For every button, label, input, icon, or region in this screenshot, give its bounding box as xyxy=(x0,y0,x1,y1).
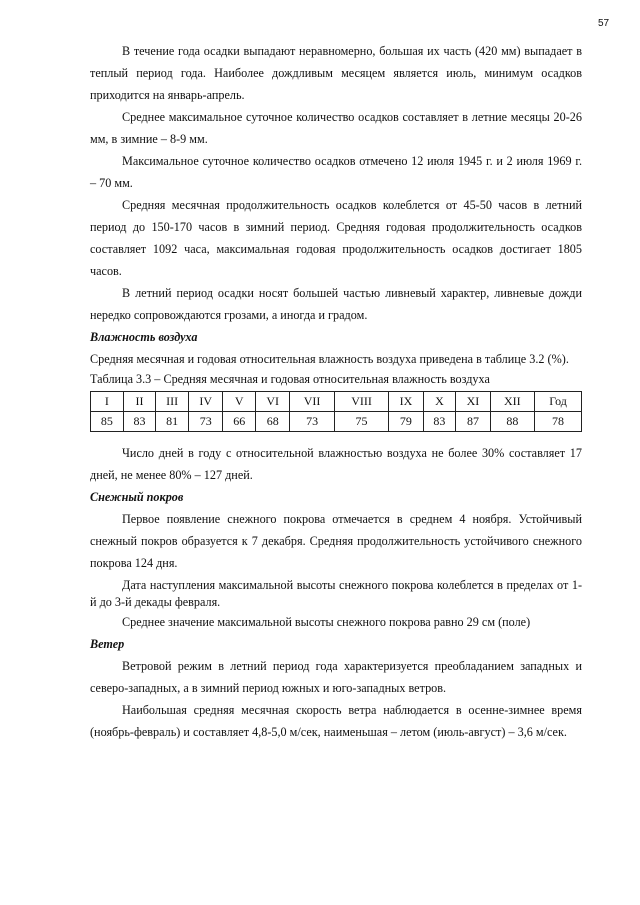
table-cell: VIII xyxy=(334,392,388,412)
table-cell: 83 xyxy=(423,412,456,432)
wind-paragraph-1: Ветровой режим в летний период года характеризуется преобладанием западных и северо-западных, а в зимний период южных и юго-западных ветров. xyxy=(90,659,582,695)
table-cell: X xyxy=(423,392,456,412)
snow-paragraph-2: Дата наступления максимальной высоты снежного покрова колеблется в пределах от 1-й до 3-й декады февраля. xyxy=(90,578,582,609)
table-row xyxy=(91,412,582,432)
table-header-row xyxy=(91,392,582,412)
page-number: 57 xyxy=(598,18,610,29)
humidity-after: Число дней в году с относительной влажностью воздуха не более 30% составляет 17 дней, не менее 80% – 127 дней. xyxy=(90,446,582,482)
table-cell: 73 xyxy=(189,412,223,432)
wind-paragraph-2: Наибольшая средняя месячная скорость ветра наблюдается в осенне-зимнее время (ноябрь-февраль) и составляет 4,8-5,0 м/сек, наименьшая – летом (июль-август) – 3,6 м/сек. xyxy=(90,703,582,739)
table-cell: II xyxy=(123,392,156,412)
table-cell: 81 xyxy=(156,412,189,432)
snow-paragraph-1: Первое появление снежного покрова отмечается в среднем 4 ноября. Устойчивый снежный покров образуется к 7 декабря. Средняя продолжительность устойчивого снежного покрова 124 дня. xyxy=(90,512,582,570)
table-cell: 75 xyxy=(334,412,388,432)
table-cell: III xyxy=(156,392,189,412)
table-cell: 66 xyxy=(223,412,256,432)
humidity-intro: Средняя месячная и годовая относительная влажность воздуха приведена в таблице 3.2 (%). xyxy=(90,352,569,366)
table-cell: IX xyxy=(389,392,423,412)
humidity-table xyxy=(90,391,582,432)
table-cell: VII xyxy=(290,392,334,412)
table-cell: 83 xyxy=(123,412,156,432)
paragraph-precip-1: В течение года осадки выпадают неравномерно, большая их часть (420 мм) выпадает в теплый период года. Наиболее дождливым месяцем является июль, минимум осадков приходится на январь-апрель. xyxy=(90,44,582,102)
heading-wind: Ветер xyxy=(90,637,125,651)
table-cell: 85 xyxy=(91,412,124,432)
table-cell: 78 xyxy=(535,412,582,432)
table-cell: XI xyxy=(456,392,490,412)
heading-snow: Снежный покров xyxy=(90,490,184,504)
paragraph-precip-5: В летний период осадки носят большей частью ливневый характер, ливневые дожди нередко сопровождаются грозами, а иногда и градом. xyxy=(90,286,582,322)
table-cell: 88 xyxy=(490,412,534,432)
table-cell: 68 xyxy=(256,412,290,432)
table-cell: V xyxy=(223,392,256,412)
heading-humidity: Влажность воздуха xyxy=(90,330,198,344)
paragraph-precip-2: Среднее максимальное суточное количество осадков составляет в летние месяцы 20-26 мм, в зимние – 8-9 мм. xyxy=(90,110,582,146)
table-caption: Таблица 3.3 – Средняя месячная и годовая относительная влажность воздуха xyxy=(90,372,490,386)
paragraph-precip-4: Средняя месячная продолжительность осадков колеблется от 45-50 часов в летний период до 150-170 часов в зимний период. Средняя годовая продолжительность осадков составляет 1092 часа, максимальная годовая продолжительность осадков достигает 1805 часов. xyxy=(90,198,582,278)
paragraph-precip-3: Максимальное суточное количество осадков отмечено 12 июля 1945 г. и 2 июля 1969 г. – 70 мм. xyxy=(90,154,582,190)
table-cell: VI xyxy=(256,392,290,412)
table-cell: I xyxy=(91,392,124,412)
table-cell: 79 xyxy=(389,412,423,432)
table-cell: IV xyxy=(189,392,223,412)
page-content xyxy=(90,40,582,743)
table-cell: 87 xyxy=(456,412,490,432)
snow-paragraph-3: Среднее значение максимальной высоты снежного покрова равно 29 см (поле) xyxy=(122,615,531,629)
table-cell: Год xyxy=(535,392,582,412)
table-cell: 73 xyxy=(290,412,334,432)
table-cell: XII xyxy=(490,392,534,412)
